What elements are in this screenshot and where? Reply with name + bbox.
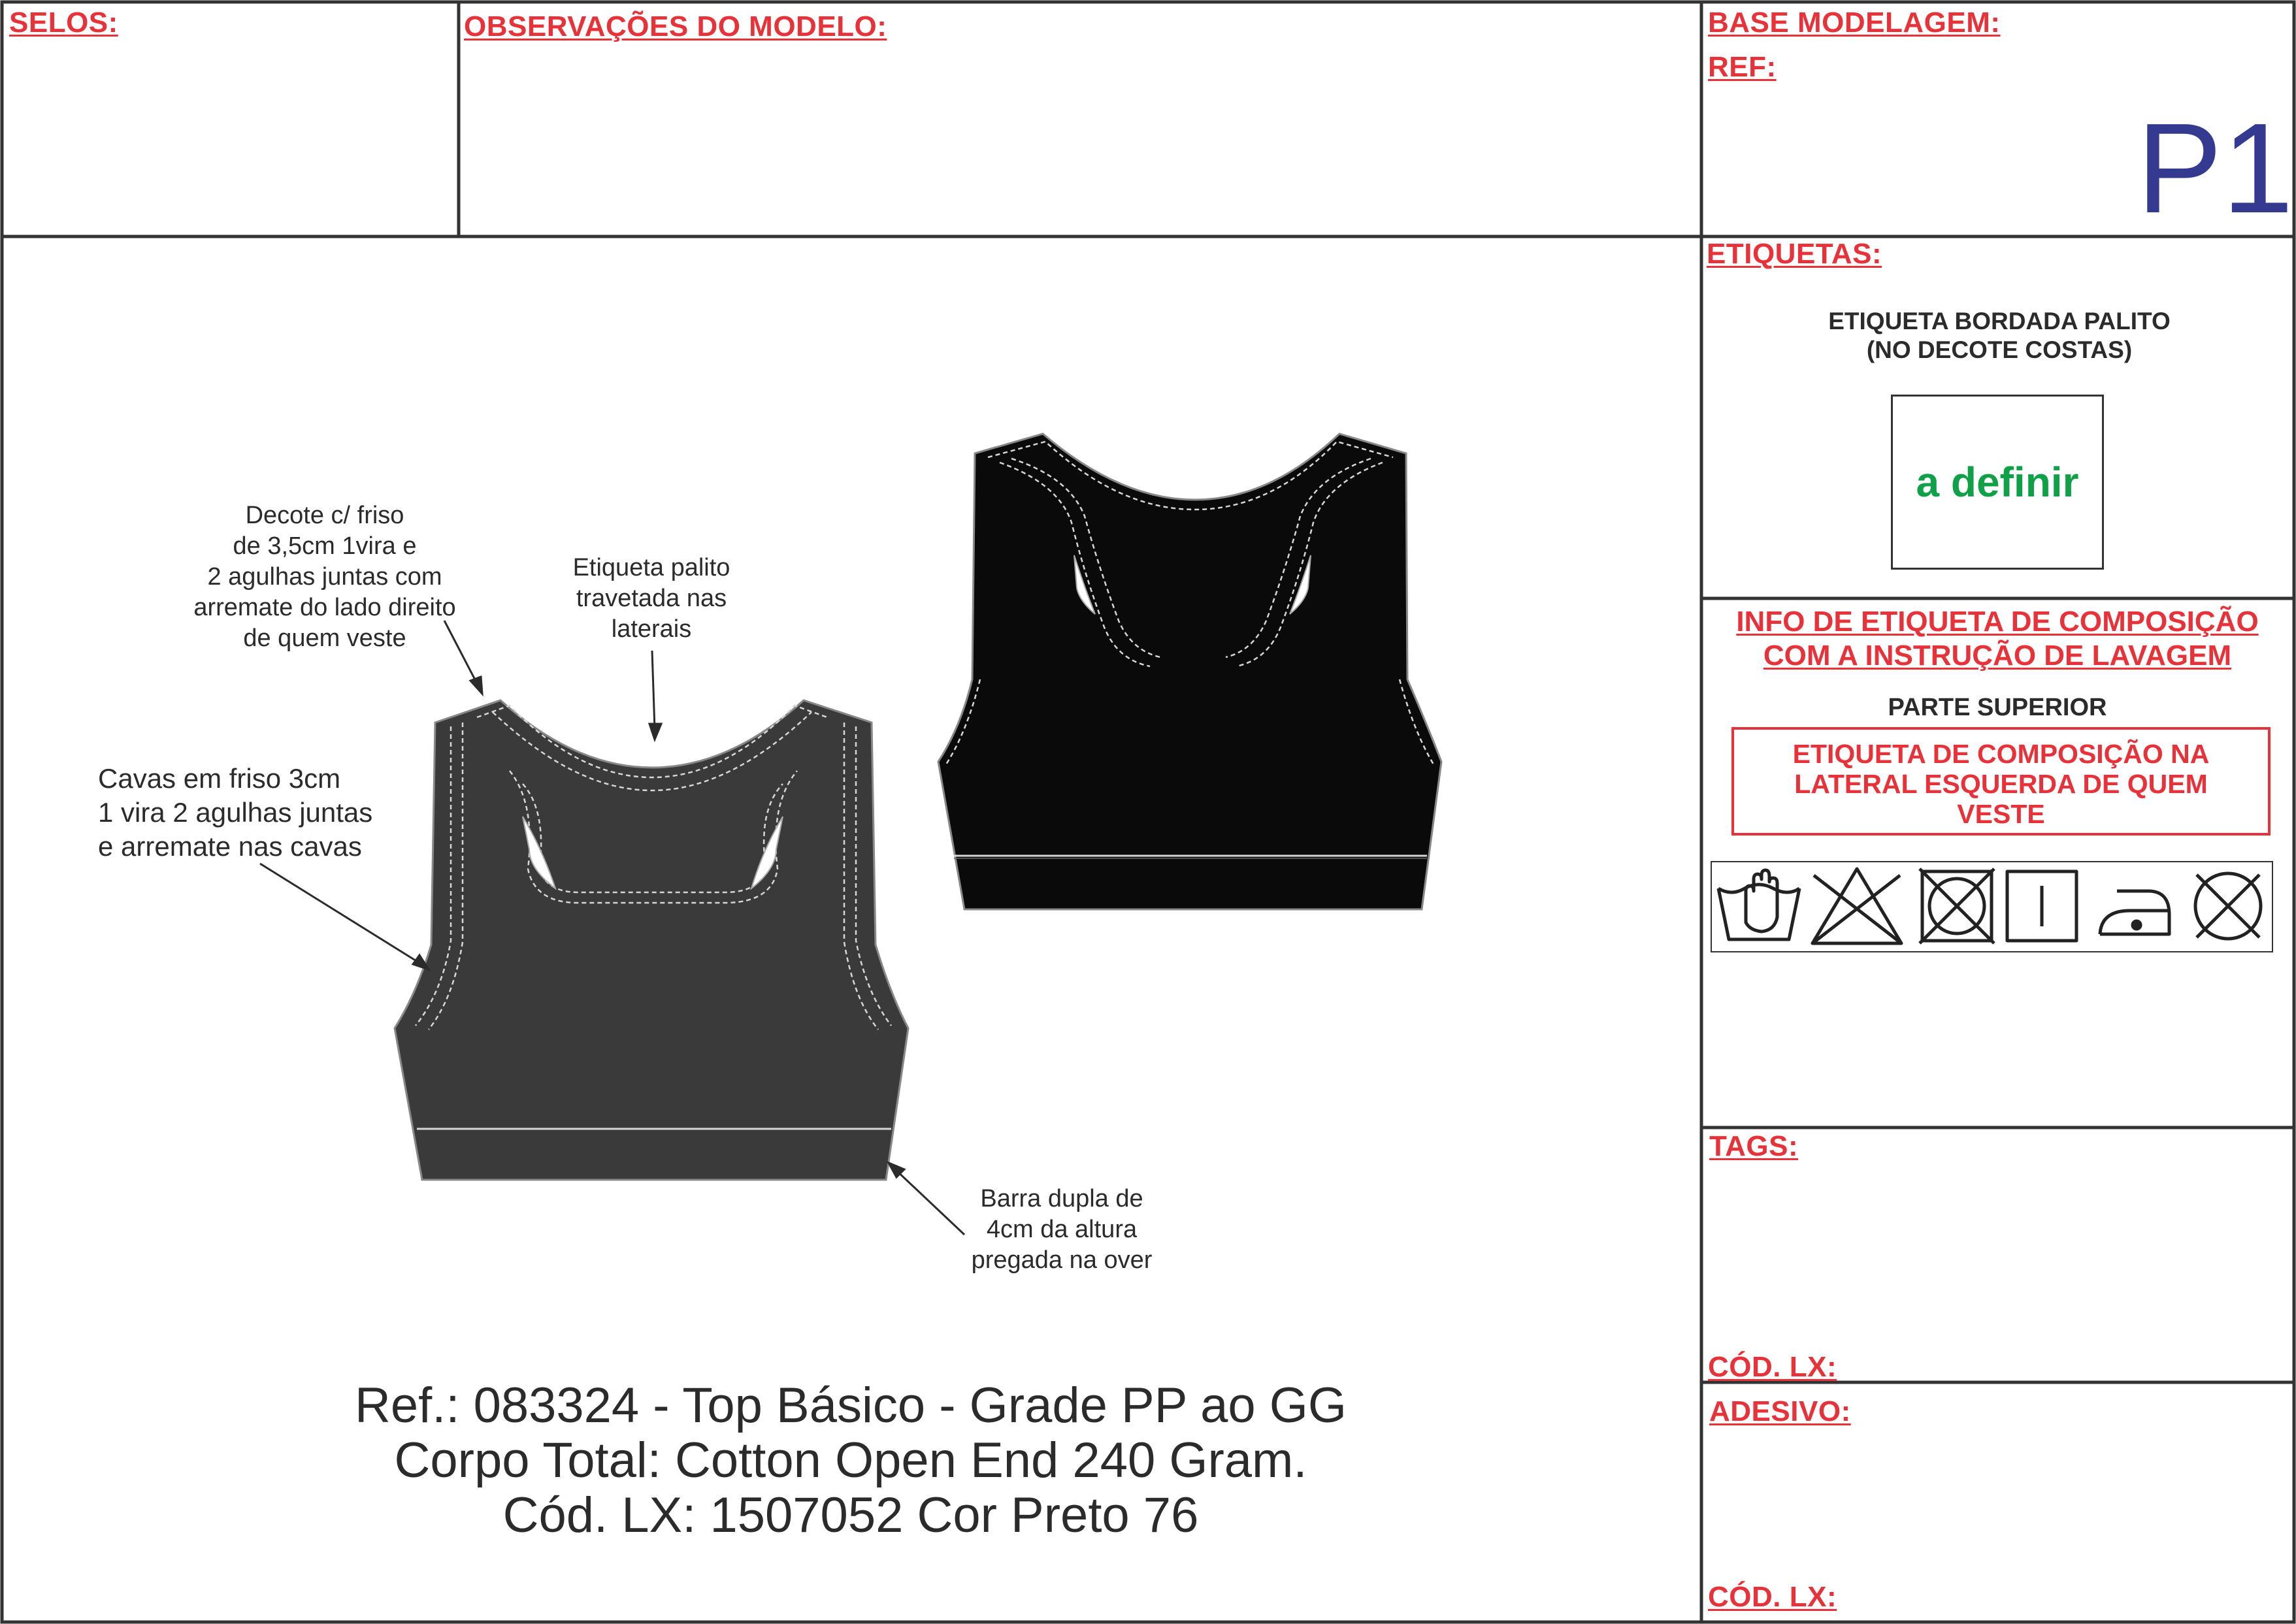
etiquetas-header: ETIQUETAS: — [1707, 238, 1882, 270]
barra-note-line-1: Barra dupla de — [980, 1185, 1143, 1212]
etiqueta-line-2: (NO DECOTE COSTAS) — [1866, 336, 2133, 363]
caption-line-3: Cód. LX: 1507052 Cor Preto 76 — [502, 1487, 1199, 1543]
base-value: P1 — [2137, 97, 2293, 240]
base-modelagem-header: BASE MODELAGEM: — [1708, 7, 2001, 39]
observacoes-header: OBSERVAÇÕES DO MODELO: — [464, 10, 887, 42]
etiqueta-line-1: ETIQUETA BORDADA PALITO — [1828, 308, 2171, 334]
decote-note-line-4: arremate do lado direito — [193, 594, 456, 621]
adesivo-header: ADESIVO: — [1709, 1395, 1851, 1427]
decote-note-line-5: de quem veste — [243, 625, 406, 652]
etiqueta-palito-note — [550, 553, 753, 645]
cavas-note — [98, 762, 372, 864]
composicao-box-line-3: VESTE — [1957, 799, 2045, 829]
cavas-note-line-1: Cavas em friso 3cm — [98, 763, 341, 794]
caption-line-1: Ref.: 083324 - Top Básico - Grade PP ao GG — [354, 1378, 1347, 1433]
barra-note-line-3: pregada na over — [971, 1246, 1153, 1274]
etiqueta-placeholder: a definir — [1916, 459, 2079, 506]
decote-note-line-3: 2 agulhas juntas com — [207, 563, 442, 591]
ref-header: REF: — [1708, 51, 1777, 83]
composicao-title-line-1: INFO DE ETIQUETA DE COMPOSIÇÃO — [1736, 606, 2259, 638]
decote-note — [171, 500, 478, 654]
composicao-box-line-2: LATERAL ESQUERDA DE QUEM — [1794, 769, 2208, 799]
etiqueta-palito-line-3: laterais — [611, 615, 692, 643]
etiqueta-palito-line-1: Etiqueta palito — [572, 554, 730, 581]
etiqueta-palito-line-2: travetada nas — [576, 585, 727, 612]
adesivo-cod-lx-label: CÓD. LX: — [1708, 1581, 1837, 1613]
selos-header: SELOS: — [9, 7, 118, 39]
tags-header: TAGS: — [1709, 1130, 1799, 1162]
tags-cod-lx-label: CÓD. LX: — [1708, 1351, 1837, 1383]
parte-superior-label: PARTE SUPERIOR — [1888, 694, 2107, 721]
product-caption — [0, 1378, 1701, 1543]
decote-note-line-2: de 3,5cm 1vira e — [233, 532, 417, 560]
composicao-box-line-1: ETIQUETA DE COMPOSIÇÃO NA — [1792, 739, 2210, 769]
barra-note — [941, 1184, 1183, 1276]
front-view-drawing — [395, 700, 908, 1180]
back-view-drawing — [938, 434, 1441, 909]
caption-line-2: Corpo Total: Cotton Open End 240 Gram. — [394, 1433, 1307, 1488]
composicao-title-line-2: COM A INSTRUÇÃO DE LAVAGEM — [1763, 640, 2232, 672]
decote-note-line-1: Decote c/ friso — [245, 502, 404, 529]
barra-note-line-2: 4cm da altura — [986, 1216, 1138, 1243]
cavas-note-line-2: 1 vira 2 agulhas juntas — [98, 797, 373, 828]
cavas-note-line-3: e arremate nas cavas — [98, 831, 362, 862]
